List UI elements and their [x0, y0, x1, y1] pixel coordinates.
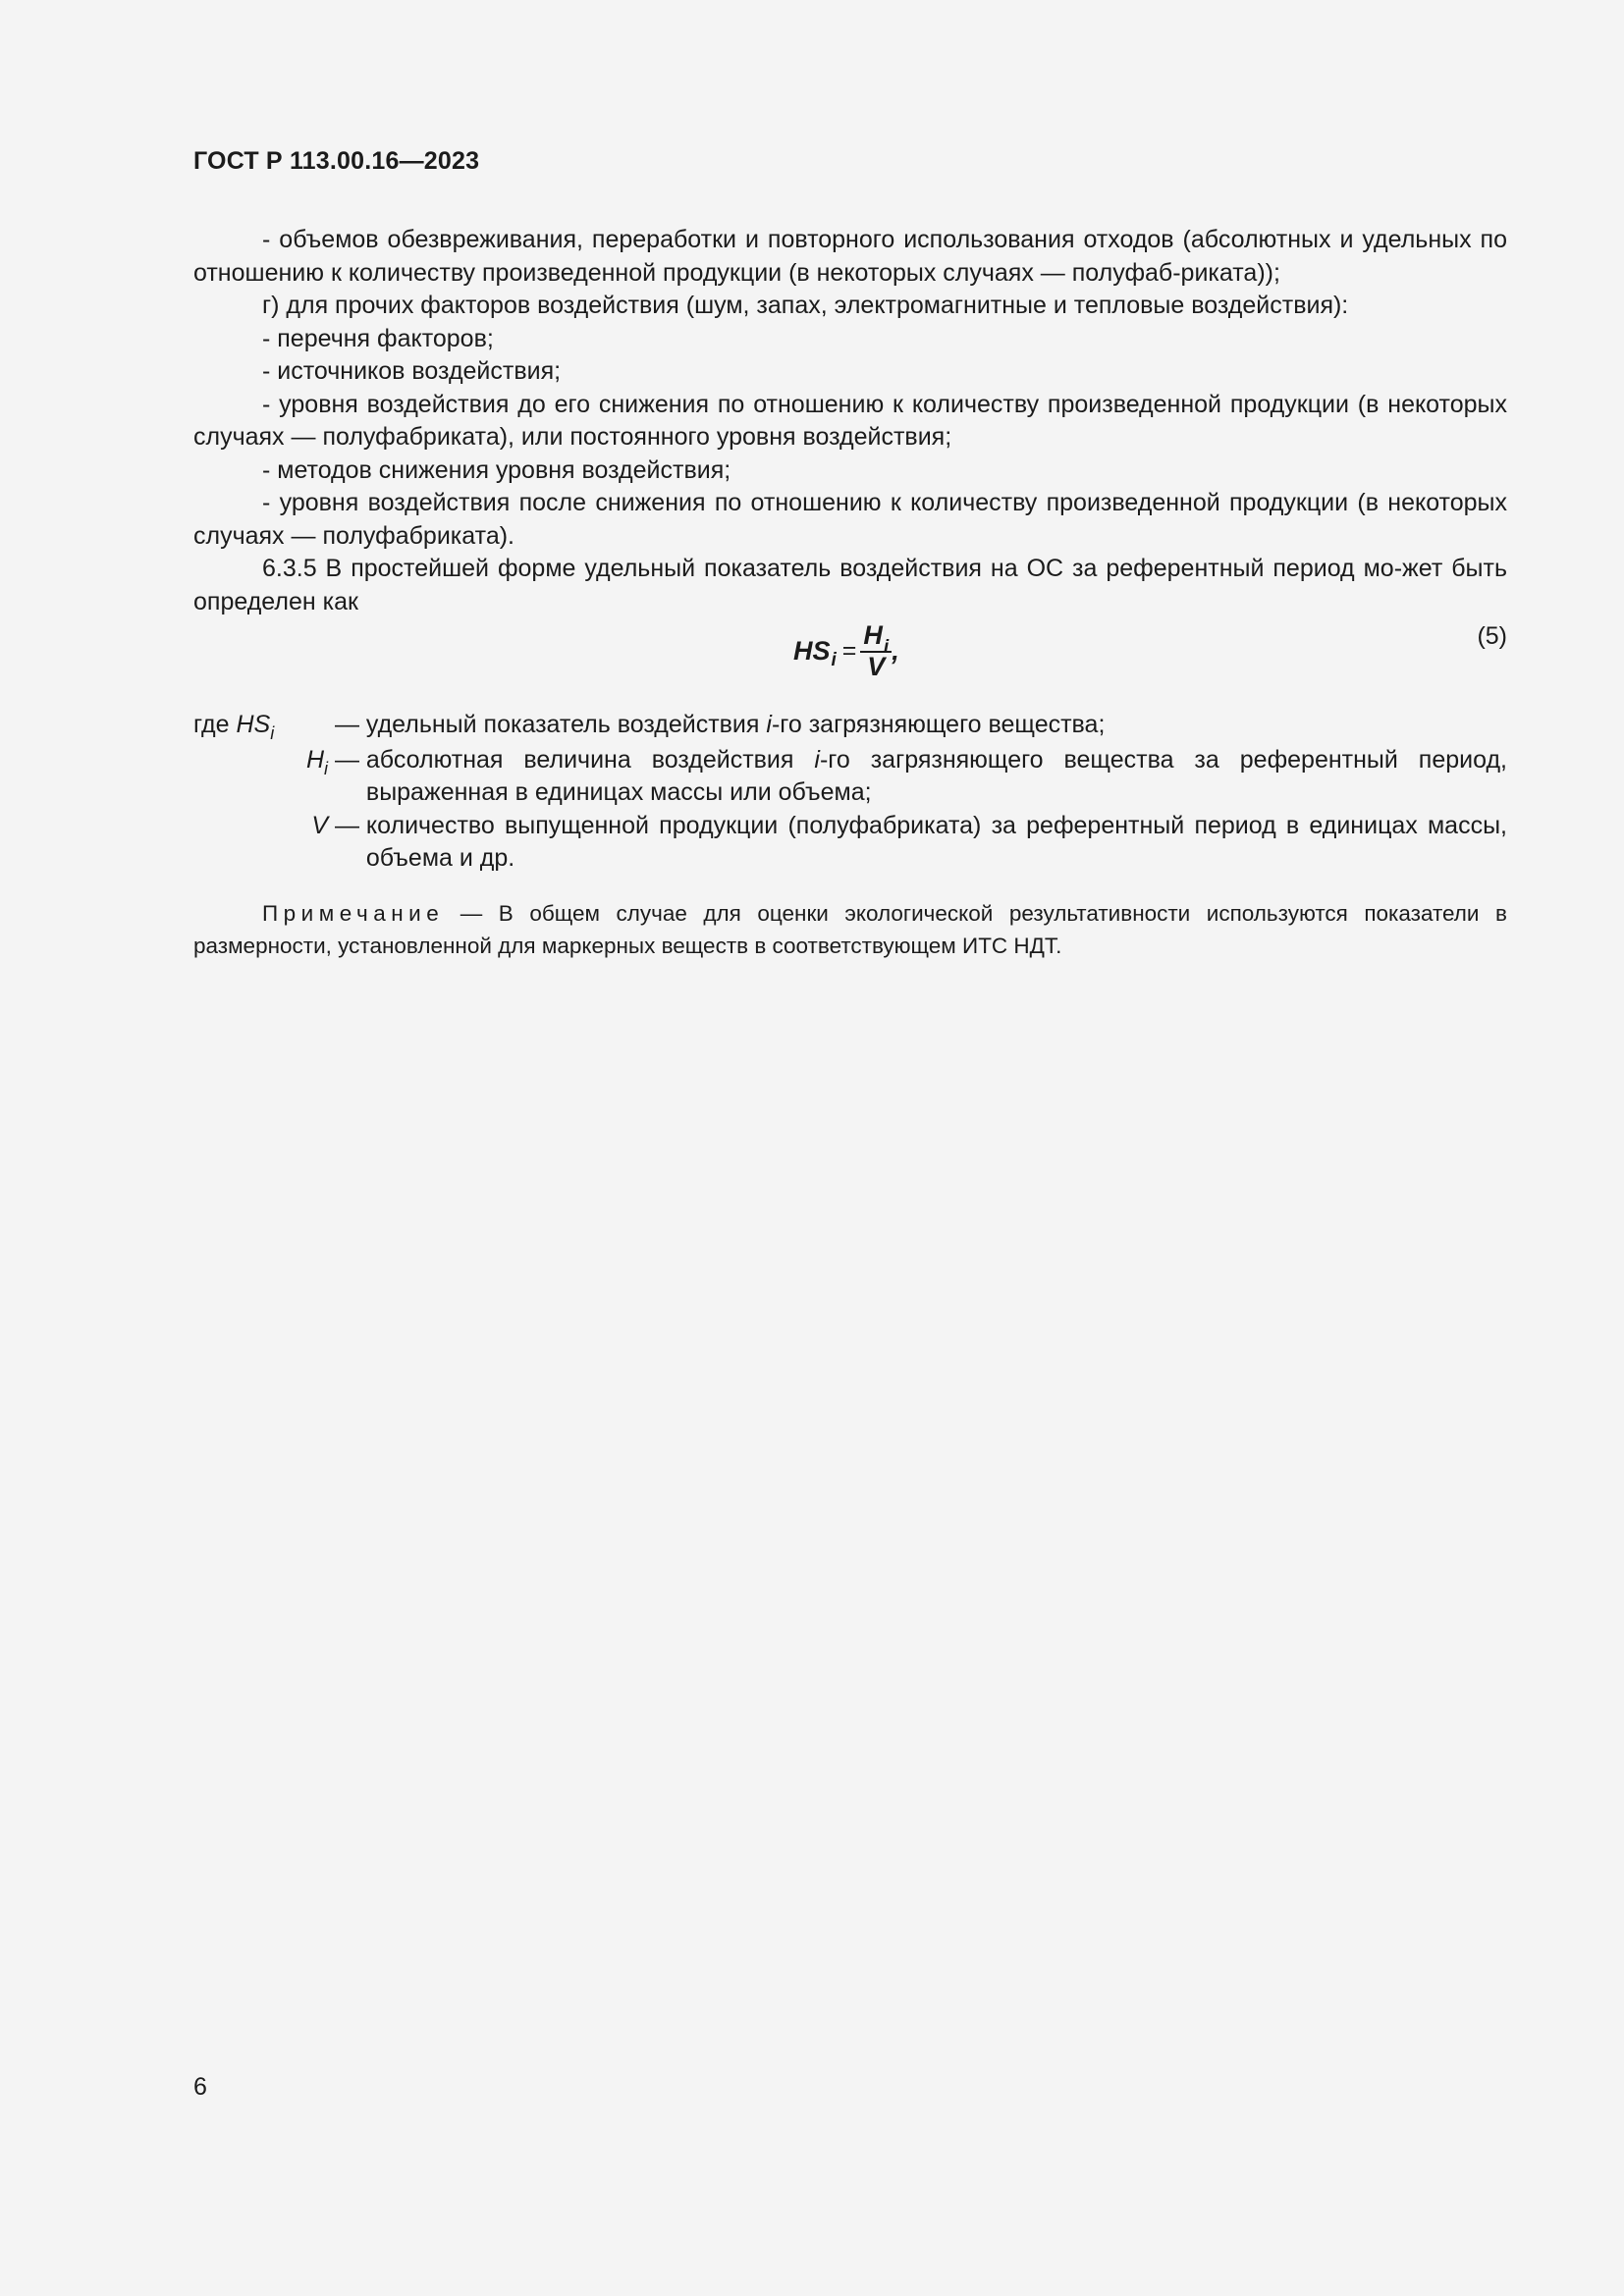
paragraph-waste-volumes: - объемов обезвреживания, переработки и повторного использования отходов (абсолютных и удельных по отношению к количеству произведенной продукции (в некоторых случаях — полуфаб-риката)); — [193, 226, 1507, 287]
where-prefix: где — [193, 711, 230, 738]
where-definition-hs — [366, 709, 1507, 742]
definition-italic-i: i — [766, 711, 772, 738]
where-row-h — [193, 744, 1507, 810]
definition-text-end: -го загрязняющего вещества за референтный период, выраженная в единицах массы или объема; — [365, 745, 1507, 806]
where-block — [193, 709, 1507, 876]
where-definition-v: количество выпущенной продукции (полуфабриката) за референтный период в единицах массы, объема и др. — [365, 811, 1507, 872]
numerator-symbol: H — [863, 620, 883, 650]
where-symbol-hs-sub: i — [270, 723, 275, 743]
equation-number: (5) — [1477, 622, 1507, 650]
document-body — [193, 224, 1507, 962]
paragraph-other-factors: г) для прочих факторов воздействия (шум, запах, электромагнитные и тепловые воздействия): — [262, 292, 1349, 319]
where-symbol-cell — [193, 744, 328, 779]
list-item-sources: - источников воздействия; — [262, 357, 562, 385]
note-label: Примечание — [262, 900, 445, 926]
formula-lhs: HS — [793, 635, 831, 666]
list-item-level-before: - уровня воздействия до его снижения по отношению к количеству произведенной продукции (в некоторых случаях — полуфабриката), или постоянного уровня воздействия; — [193, 390, 1507, 451]
formula-row — [193, 618, 1507, 695]
where-symbol-cell — [193, 810, 328, 843]
formula-5 — [793, 622, 899, 680]
where-dash: — — [328, 711, 366, 738]
definition-italic-i: i — [814, 745, 820, 774]
definition-text: удельный показатель воздействия — [365, 711, 767, 738]
where-dash: — — [328, 811, 366, 839]
where-symbol-v: V — [311, 811, 328, 839]
where-dash: — — [328, 745, 366, 774]
list-item-factors: - перечня факторов; — [262, 324, 494, 352]
formula-lhs-sub: i — [831, 649, 837, 670]
where-definition-h — [366, 744, 1507, 810]
document-page — [193, 0, 1507, 2296]
list-item-methods: - методов снижения уровня воздействия; — [262, 455, 731, 484]
formula-numerator — [860, 620, 892, 658]
paragraph-6-3-5: 6.3.5 В простейшей форме удельный показатель воздействия на ОС за референтный период мо-жет быть определен как — [193, 555, 1507, 615]
list-item-level-after: - уровня воздействия после снижения по отношению к количеству произведенной продукции (в некоторых случаях — полуфабриката). — [193, 489, 1507, 550]
formula-trailing-comma: , — [892, 635, 899, 666]
definition-text-end: -го загрязняющего вещества; — [771, 711, 1106, 738]
where-symbol-cell — [193, 709, 328, 744]
numerator-sub: i — [883, 637, 890, 658]
where-row-hs — [193, 709, 1507, 744]
definition-text: абсолютная величина воздействия — [365, 745, 815, 774]
formula-fraction — [860, 622, 892, 680]
note-text: — В общем случае для оценки экологической результативности используются показатели в размерности, установленной для маркерных веществ в соответствующем ИТС НДТ. — [193, 900, 1507, 958]
page-number: 6 — [193, 2073, 207, 2101]
where-symbol-h: H — [305, 745, 324, 774]
where-symbol-hs: HS — [236, 711, 271, 738]
formula-denominator: V — [867, 652, 886, 681]
document-code-header: ГОСТ Р 113.00.16—2023 — [193, 147, 480, 175]
where-symbol-h-sub: i — [324, 758, 328, 778]
formula-equals: = — [841, 636, 857, 665]
where-row-v — [193, 810, 1507, 876]
note — [193, 897, 1507, 962]
